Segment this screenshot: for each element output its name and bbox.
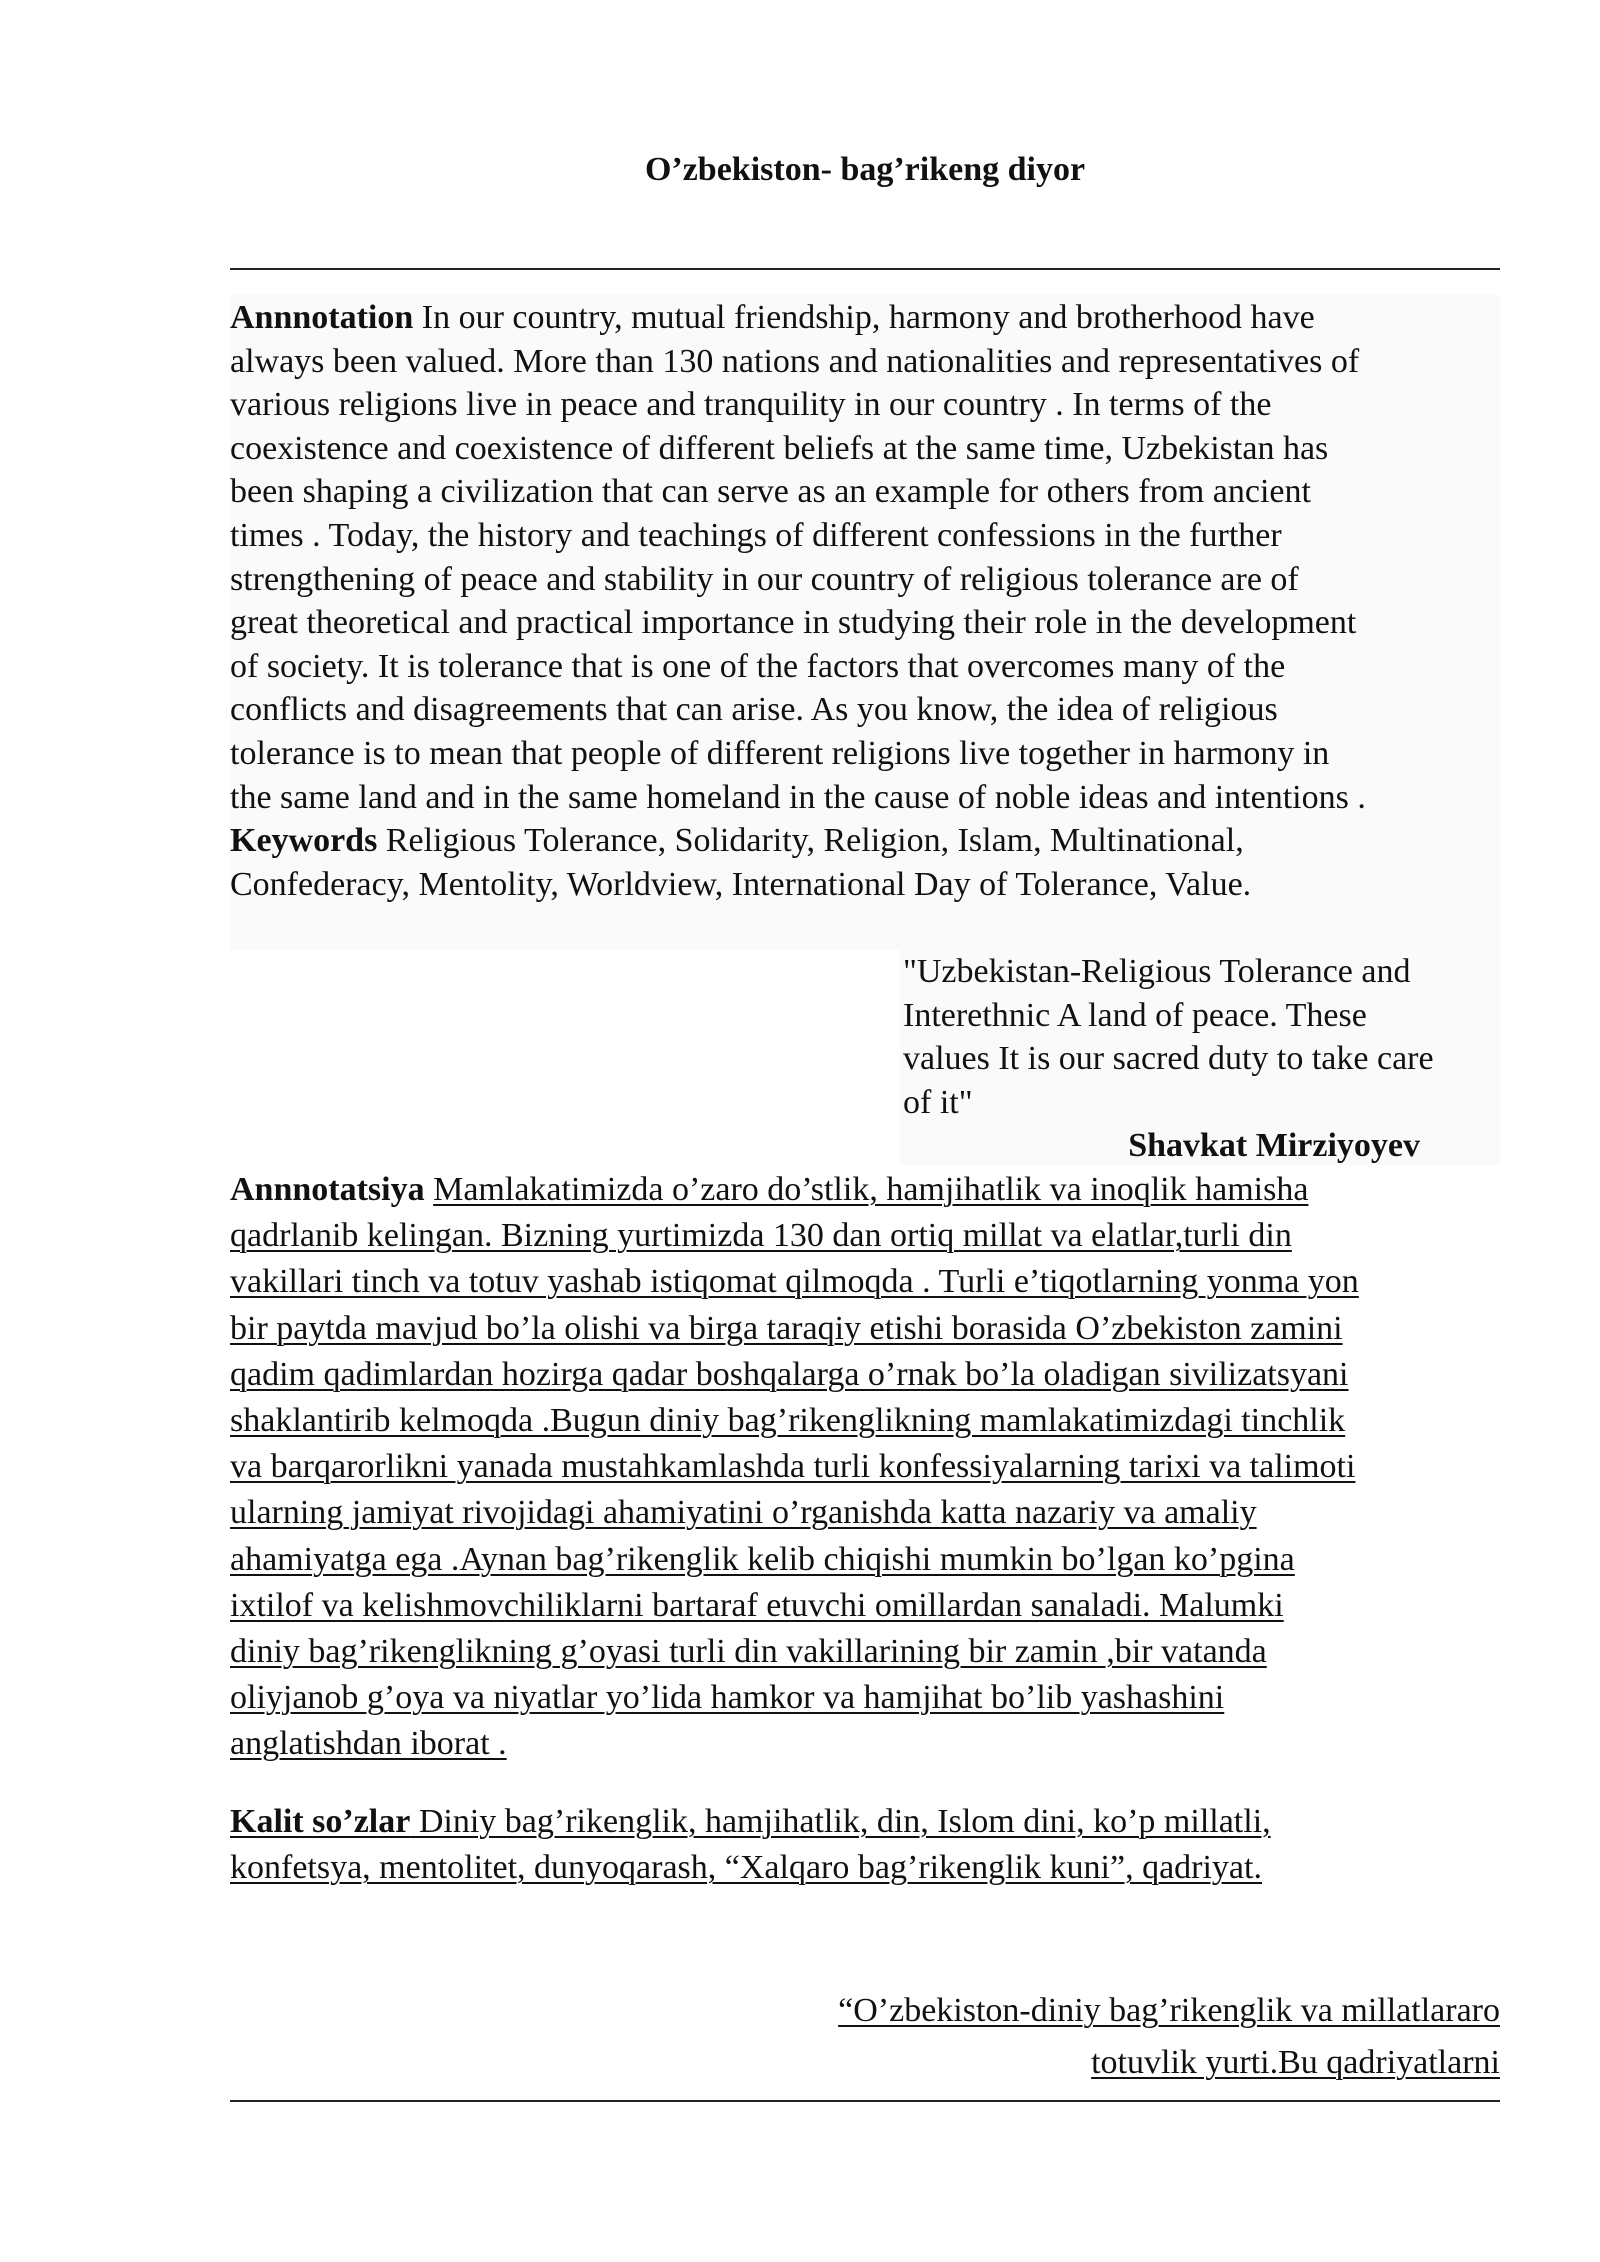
english-annotation-line: coexistence and coexistence of different beliefs at the same time, Uzbekistan has [230,429,1329,467]
uzbek-annotation-line: ixtilof va kelishmovchiliklarni bartaraf etuvchi omillardan sanaladi. Malumki [230,1586,1284,1624]
english-annotation-line: always been valued. More than 130 nations and nationalities and representatives of [230,342,1360,380]
uzbek-annotation-line: ahamiyatga ega .Aynan bag’rikenglik kelib chiqishi mumkin bo’lgan ko’pgina [230,1540,1295,1578]
epigraph-line: of it" [903,1083,973,1121]
uzbek-annotation-line: diniy bag’rikenglikning g’oyasi turli din vakillarining bir zamin ,bir vatanda [230,1632,1267,1670]
uzbek-annotation [230,1168,1502,1768]
uzbek-annotation-line: qadrlanib kelingan. Bizning yurtimizda 130 dan ortiq millat va elatlar,turli din [230,1217,1292,1255]
english-annotation-line: the same land and in the same homeland in the cause of noble ideas and intentions . [230,778,1366,816]
uzbek-keywords [230,1800,1502,1892]
top-divider [230,268,1500,270]
english-annotation-line: Annnotation In our country, mutual friendship, harmony and brotherhood have [230,299,1315,336]
english-epigraph [903,950,1503,1124]
english-keywords-line: Keywords Religious Tolerance, Solidarity, Religion, Islam, Multinational, [230,822,1244,860]
epigraph-line: "Uzbekistan-Religious Tolerance and [903,953,1411,990]
uzbek-keywords-line: konfetsya, mentolitet, dunyoqarash, “Xalqaro bag’rikenglik kuni”, qadriyat. [230,1849,1262,1887]
english-annotation [230,296,1502,906]
english-annotation-line: strengthening of peace and stability in our country of religious tolerance are of [230,560,1299,598]
uzbek-annotation-line: oliyjanob g’oya va niyatlar yo’lida hamkor va hamjihat bo’lib yashashini [230,1679,1225,1717]
annotatsiya-label: Annnotatsiya [230,1171,425,1208]
uzbek-epigraph [700,1985,1500,2089]
english-annotation-line: of society. It is tolerance that is one of the factors that overcomes many of the [230,647,1286,685]
page-title: O’zbekiston- bag’rikeng diyor [644,151,1086,188]
bottom-divider [230,2100,1500,2102]
uzbek-annotation-line: va barqarorlikni yanada mustahkamlashda turli konfessiyalarning tarixi va talimoti [230,1448,1356,1486]
english-annotation-line: times . Today, the history and teachings of different confessions in the further [230,516,1282,554]
uzbek-annotation-line: ularning jamiyat rivojidagi ahamiyatini o’rganishda katta nazariy va amaliy [230,1494,1257,1532]
uzbek-keywords-line: Kalit so’zlar Diniy bag’rikenglik, hamjihatlik, din, Islom dini, ko’p millatli, [230,1803,1271,1840]
uzbek-annotation-line: shaklantirib kelmoqda .Bugun diniy bag’rikenglikning mamlakatimizdagi tinchlik [230,1401,1346,1439]
english-annotation-line: tolerance is to mean that people of different religions live together in harmony in [230,734,1330,772]
uzbek-annotation-line: vakillari tinch va totuv yashab istiqomat qilmoqda . Turli e’tiqotlarning yonma yon [230,1263,1359,1301]
english-annotation-line: great theoretical and practical importance in studying their role in the development [230,604,1357,642]
epigraph-author: Shavkat Mirziyoyev [1128,1127,1420,1164]
uzbek-annotation-line: Annnotatsiya Mamlakatimizda o’zaro do’stlik, hamjihatlik va inoqlik hamisha [230,1171,1309,1208]
uzbek-epigraph-line: “O’zbekiston-diniy bag’rikenglik va millatlararo [838,1992,1500,2029]
english-keywords-line: Confederacy, Mentolity, Worldview, International Day of Tolerance, Value. [230,865,1252,903]
keywords-label: Keywords [230,822,378,860]
uzbek-epigraph-line: totuvlik yurti.Bu qadriyatlarni [1091,2044,1500,2081]
kalit-sozlar-label: Kalit so’zlar [230,1803,411,1840]
english-annotation-line: conflicts and disagreements that can arise. As you know, the idea of religious [230,691,1278,729]
english-annotation-line: been shaping a civilization that can serve as an example for others from ancient [230,473,1311,511]
english-annotation-line: various religions live in peace and tranquility in our country . In terms of the [230,386,1272,424]
uzbek-annotation-line: anglatishdan iborat . [230,1725,507,1763]
uzbek-annotation-line: qadim qadimlardan hozirga qadar boshqalarga o’rnak bo’la oladigan sivilizatsyani [230,1355,1349,1393]
uzbek-annotation-line: bir paytda mavjud bo’la olishi va birga taraqiy etishi borasida O’zbekiston zamini [230,1309,1343,1347]
annotation-label: Annnotation [230,299,414,336]
epigraph-line: Interethnic A land of peace. These [903,996,1367,1034]
epigraph-line: values It is our sacred duty to take care [903,1040,1434,1078]
